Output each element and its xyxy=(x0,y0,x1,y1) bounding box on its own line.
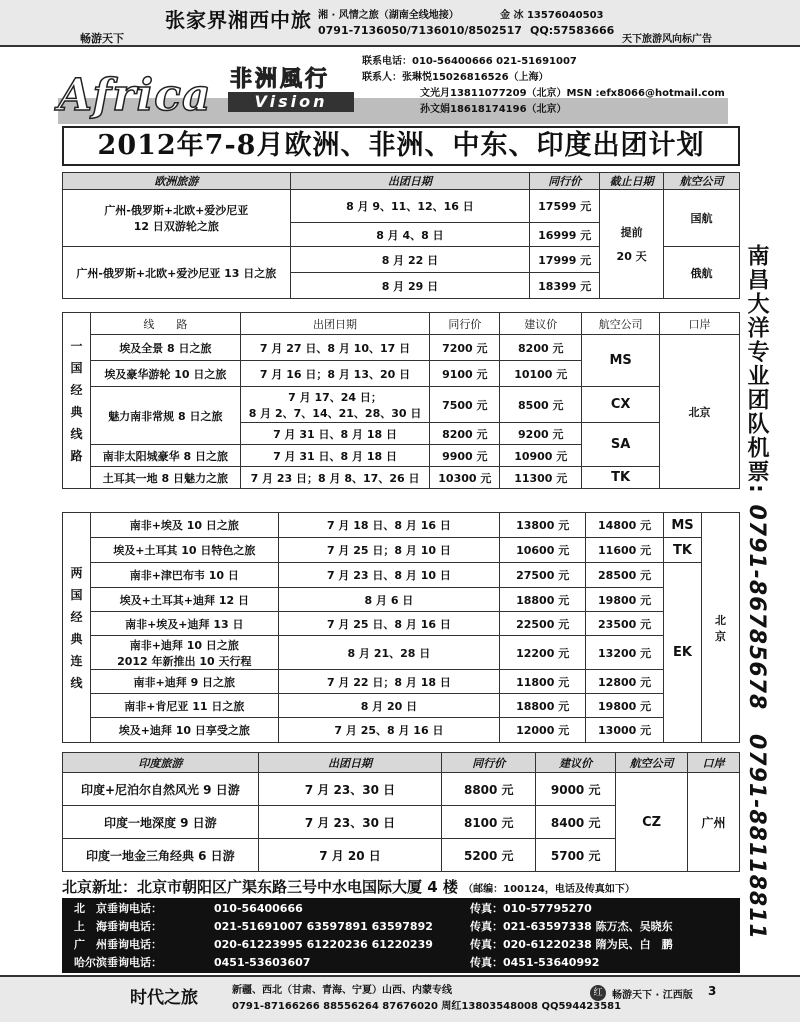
column-header: 截止日期 xyxy=(600,173,664,190)
route-cell xyxy=(63,190,291,247)
route-cell: 南非+肯尼亚 11 日之旅 xyxy=(90,694,278,718)
date-cell: 8 月 29 日 xyxy=(290,273,530,299)
date-cell: 8 月 21、28 日 xyxy=(278,636,500,670)
hotline-phone: 010-56400666 xyxy=(214,902,303,915)
top-contact-name: 金 冰 13576040503 xyxy=(500,10,604,21)
peer-price-cell: 12200 元 xyxy=(500,636,586,670)
route-line: 2012 年新推出 10 天行程 xyxy=(117,654,252,668)
hotline-label: 上 海垂询电话： xyxy=(74,920,162,933)
peer-price-cell: 9900 元 xyxy=(430,445,500,467)
india-tour-table xyxy=(62,752,740,872)
column-header: 出团日期 xyxy=(240,313,430,335)
suggest-price-cell: 9200 元 xyxy=(500,423,582,445)
page-number: 3 xyxy=(708,984,717,998)
date-cell: 7 月 20 日 xyxy=(258,839,442,872)
suggest-price-cell: 10100 元 xyxy=(500,361,582,387)
hotline-fax: 传真：020-61220238 隋为民、白 鹏 xyxy=(470,938,673,951)
footer-routes: 新疆、西北（甘肃、青海、宁夏）山西、内蒙专线 xyxy=(232,985,452,996)
brand-seal-icon: 红 xyxy=(590,985,606,1001)
port-cell: 北京 xyxy=(660,335,740,489)
peer-price-cell: 13800 元 xyxy=(500,513,586,538)
suggest-price-cell: 23500 元 xyxy=(586,612,664,636)
top-slogan: 湘 · 风情之旅（湖南全线地接） xyxy=(318,10,459,21)
peer-price-cell: 8800 元 xyxy=(442,773,536,806)
peer-price-cell: 9100 元 xyxy=(430,361,500,387)
logo-vision-en: Vision xyxy=(228,92,354,112)
contact-person-line: 联系人：张琳悦15026816526（上海） xyxy=(362,72,549,83)
route-cell: 魅力南非常规 8 日之旅 xyxy=(90,387,240,445)
right-vertical-phone: 0791-86785678 xyxy=(744,504,769,711)
date-cell: 7 月 16 日；8 月 13、20 日 xyxy=(240,361,430,387)
airline-cell: EK xyxy=(664,563,702,743)
hotline-phone: 021-51691007 63597891 63597892 xyxy=(214,920,433,933)
table-row xyxy=(63,636,740,670)
column-header: 印度旅游 xyxy=(63,753,259,773)
suggest-price-cell: 8200 元 xyxy=(500,335,582,361)
peer-price-cell: 22500 元 xyxy=(500,612,586,636)
peer-price-cell: 18800 元 xyxy=(500,588,586,612)
table-row xyxy=(63,387,740,423)
route-line: 广州-俄罗斯+北欧+爱沙尼亚 xyxy=(104,204,249,217)
route-cell: 南非+津巴布韦 10 日 xyxy=(90,563,278,588)
route-cell: 土耳其一地 8 日魅力之旅 xyxy=(90,467,240,489)
hotline-panel xyxy=(62,898,740,973)
suggest-price-cell: 14800 元 xyxy=(586,513,664,538)
airline-cell: SA xyxy=(582,423,660,467)
date-cell: 7 月 25 日、8 月 16 日 xyxy=(278,612,500,636)
column-header: 口岸 xyxy=(660,313,740,335)
column-header: 出团日期 xyxy=(258,753,442,773)
route-cell: 南非太阳城豪华 8 日之旅 xyxy=(90,445,240,467)
suggest-price-cell: 8400 元 xyxy=(536,806,616,839)
table-header-row xyxy=(63,753,740,773)
date-cell: 8 月 20 日 xyxy=(278,694,500,718)
table-row xyxy=(63,718,740,743)
hotline-fax: 传真：0451-53640992 xyxy=(470,956,600,969)
route-cell: 南非+埃及+迪拜 13 日 xyxy=(90,612,278,636)
deadline-cell xyxy=(600,190,664,299)
suggest-price-cell: 8500 元 xyxy=(500,387,582,423)
table-row xyxy=(63,773,740,806)
hotline-phone: 020-61223995 61220236 61220239 xyxy=(214,938,433,951)
airline-cell: CZ xyxy=(616,773,688,872)
date-cell: 7 月 23、30 日 xyxy=(258,773,442,806)
peer-price-cell: 10300 元 xyxy=(430,467,500,489)
airline-cell: TK xyxy=(582,467,660,489)
column-header: 出团日期 xyxy=(290,173,530,190)
date-cell: 7 月 25、8 月 16 日 xyxy=(278,718,500,743)
column-header: 同行价 xyxy=(430,313,500,335)
address-main: 北京新址：北京市朝阳区广渠东路三号中水电国际大厦 4 楼 xyxy=(62,878,458,896)
date-cell: 8 月 6 日 xyxy=(278,588,500,612)
column-header: 同行价 xyxy=(530,173,600,190)
column-header: 建议价 xyxy=(500,313,582,335)
suggest-price-cell: 19800 元 xyxy=(586,588,664,612)
price-cell: 16999 元 xyxy=(530,223,600,247)
table-row xyxy=(63,612,740,636)
peer-price-cell: 7500 元 xyxy=(430,387,500,423)
africa-two-country-table xyxy=(62,512,740,743)
office-address xyxy=(62,876,762,897)
top-title: 张家界湘西中旅 xyxy=(165,8,312,32)
logo-vision-cn: 非洲風行 xyxy=(230,67,331,92)
footer-brand: 时代之旅 xyxy=(130,988,198,1008)
peer-price-cell: 27500 元 xyxy=(500,563,586,588)
date-cell: 7 月 31 日、8 月 18 日 xyxy=(240,423,430,445)
category-side-label: 一 国 经 典 线 路 xyxy=(63,313,91,489)
hotline-label: 北 京垂询电话： xyxy=(74,902,162,915)
peer-price-cell: 10600 元 xyxy=(500,538,586,563)
route-line: 南非+迪拜 10 日之旅 xyxy=(129,638,239,652)
suggest-price-cell: 5700 元 xyxy=(536,839,616,872)
footer-banner xyxy=(0,975,800,1022)
suggest-price-cell: 12800 元 xyxy=(586,670,664,694)
top-qq: QQ:57583666 xyxy=(530,24,615,37)
airline-cell: 国航 xyxy=(664,190,740,247)
table-row xyxy=(63,513,740,538)
footer-phones: 0791-87166266 88556264 87676020 周红13803548008 QQ594423581 xyxy=(232,1001,622,1012)
airline-cell: TK xyxy=(664,538,702,563)
contact-block xyxy=(362,54,725,118)
route-cell: 埃及全景 8 日之旅 xyxy=(90,335,240,361)
route-cell: 广州-俄罗斯+北欧+爱沙尼亚 13 日之旅 xyxy=(63,247,291,299)
table-row xyxy=(63,467,740,489)
date-cell: 7 月 27 日、8 月 10、17 日 xyxy=(240,335,430,361)
route-cell: 印度一地金三角经典 6 日游 xyxy=(63,839,259,872)
date-cell: 7 月 22 日；8 月 18 日 xyxy=(278,670,500,694)
date-cell: 7 月 18 日、8 月 16 日 xyxy=(278,513,500,538)
africa-single-country-table xyxy=(62,312,740,489)
footer-right-brand: 畅游天下 · 江西版 xyxy=(612,990,693,1001)
suggest-price-cell: 19800 元 xyxy=(586,694,664,718)
column-header: 同行价 xyxy=(442,753,536,773)
date-cell: 8 月 9、11、12、16 日 xyxy=(290,190,530,223)
peer-price-cell: 7200 元 xyxy=(430,335,500,361)
route-cell: 印度+尼泊尔自然风光 9 日游 xyxy=(63,773,259,806)
table-row xyxy=(63,563,740,588)
table-row xyxy=(63,588,740,612)
route-cell: 埃及+土耳其+迪拜 12 日 xyxy=(90,588,278,612)
peer-price-cell: 12000 元 xyxy=(500,718,586,743)
contact-person-line: 孙文娟18618174196（北京） xyxy=(420,104,567,115)
suggest-price-cell: 11600 元 xyxy=(586,538,664,563)
table-header-row xyxy=(63,313,740,335)
port-cell: 广州 xyxy=(688,773,740,872)
table-row xyxy=(63,694,740,718)
date-cell: 8 月 22 日 xyxy=(290,247,530,273)
table-row xyxy=(63,335,740,361)
suggest-price-cell: 10900 元 xyxy=(500,445,582,467)
date-cell: 7 月 31 日、8 月 18 日 xyxy=(240,445,430,467)
airline-cell: MS xyxy=(582,335,660,387)
right-vertical-text: 南昌大洋专业团队机票: xyxy=(744,244,769,495)
route-cell: 埃及豪华游轮 10 日之旅 xyxy=(90,361,240,387)
route-cell xyxy=(90,636,278,670)
route-cell: 南非+迪拜 9 日之旅 xyxy=(90,670,278,694)
top-left-brand: 畅游天下 xyxy=(80,32,124,45)
airline-cell: 俄航 xyxy=(664,247,740,299)
peer-price-cell: 18800 元 xyxy=(500,694,586,718)
route-cell: 埃及+迪拜 10 日享受之旅 xyxy=(90,718,278,743)
route-cell: 南非+埃及 10 日之旅 xyxy=(90,513,278,538)
suggest-price-cell: 11300 元 xyxy=(500,467,582,489)
page-title: 2012年7-8月欧洲、非洲、中东、印度出团计划 xyxy=(62,126,740,166)
date-cell: 7 月 23 日、8 月 10 日 xyxy=(278,563,500,588)
hotline-label: 哈尔滨垂询电话： xyxy=(74,956,162,969)
price-cell: 18399 元 xyxy=(530,273,600,299)
port-cell: 北 京 xyxy=(702,513,740,743)
address-note: （邮编：100124，电话及传真如下） xyxy=(463,884,635,895)
date-cell: 7 月 23、30 日 xyxy=(258,806,442,839)
hotline-row xyxy=(74,954,310,972)
price-cell: 17999 元 xyxy=(530,247,600,273)
route-cell: 印度一地深度 9 日游 xyxy=(63,806,259,839)
logo-africa-text: Africa xyxy=(58,70,212,121)
date-cell: 7 月 25 日；8 月 10 日 xyxy=(278,538,500,563)
date-line: 8 月 2、7、14、21、28、30 日 xyxy=(248,406,422,420)
suggest-price-cell: 28500 元 xyxy=(586,563,664,588)
deadline-line: 提前 xyxy=(620,226,643,239)
hotline-label: 广 州垂询电话： xyxy=(74,938,162,951)
suggest-price-cell: 13200 元 xyxy=(586,636,664,670)
column-header: 航空公司 xyxy=(664,173,740,190)
table-row xyxy=(63,670,740,694)
hotline-phone: 0451-53603607 xyxy=(214,956,311,969)
contact-phone-line: 联系电话：010-56400666 021-51691007 xyxy=(362,56,577,67)
date-line: 7 月 17、24 日； xyxy=(288,390,382,404)
deadline-line: 20 天 xyxy=(616,250,647,263)
top-phones: 0791-7136050/7136010/8502517 xyxy=(318,24,522,37)
hotline-fax: 传真：010-57795270 xyxy=(470,902,592,915)
category-side-label: 两 国 经 典 连 线 xyxy=(63,513,91,743)
route-cell: 埃及+土耳其 10 日特色之旅 xyxy=(90,538,278,563)
right-vertical-phone: 0791-88118811 xyxy=(744,733,769,940)
route-line: 12 日双游轮之旅 xyxy=(133,220,219,233)
price-cell: 17599 元 xyxy=(530,190,600,223)
airline-cell: CX xyxy=(582,387,660,423)
europe-tour-table xyxy=(62,172,740,299)
right-vertical-ad xyxy=(744,244,772,940)
column-header: 口岸 xyxy=(688,753,740,773)
hotline-row xyxy=(74,900,303,918)
africa-vision-logo xyxy=(58,62,358,120)
top-right-brand: 天下旅游风向标广告 xyxy=(622,34,712,45)
date-cell: 8 月 4、8 日 xyxy=(290,223,530,247)
contact-person-line: 文光月13811077209（北京）MSN :efx8066@hotmail.com xyxy=(420,88,725,99)
column-header: 欧洲旅游 xyxy=(63,173,291,190)
airline-cell: MS xyxy=(664,513,702,538)
hotline-fax: 传真：021-63597338 陈万杰、吴晓东 xyxy=(470,920,673,933)
date-cell xyxy=(240,387,430,423)
table-row xyxy=(63,538,740,563)
date-cell: 7 月 23 日；8 月 8、17、26 日 xyxy=(240,467,430,489)
peer-price-cell: 11800 元 xyxy=(500,670,586,694)
column-header: 建议价 xyxy=(536,753,616,773)
peer-price-cell: 5200 元 xyxy=(442,839,536,872)
suggest-price-cell: 13000 元 xyxy=(586,718,664,743)
hotline-row xyxy=(74,936,433,954)
column-header: 航空公司 xyxy=(582,313,660,335)
column-header: 线 路 xyxy=(90,313,240,335)
column-header: 航空公司 xyxy=(616,753,688,773)
peer-price-cell: 8100 元 xyxy=(442,806,536,839)
top-banner xyxy=(0,0,800,47)
table-row xyxy=(63,190,740,223)
table-header-row xyxy=(63,173,740,190)
suggest-price-cell: 9000 元 xyxy=(536,773,616,806)
hotline-row xyxy=(74,918,433,936)
peer-price-cell: 8200 元 xyxy=(430,423,500,445)
